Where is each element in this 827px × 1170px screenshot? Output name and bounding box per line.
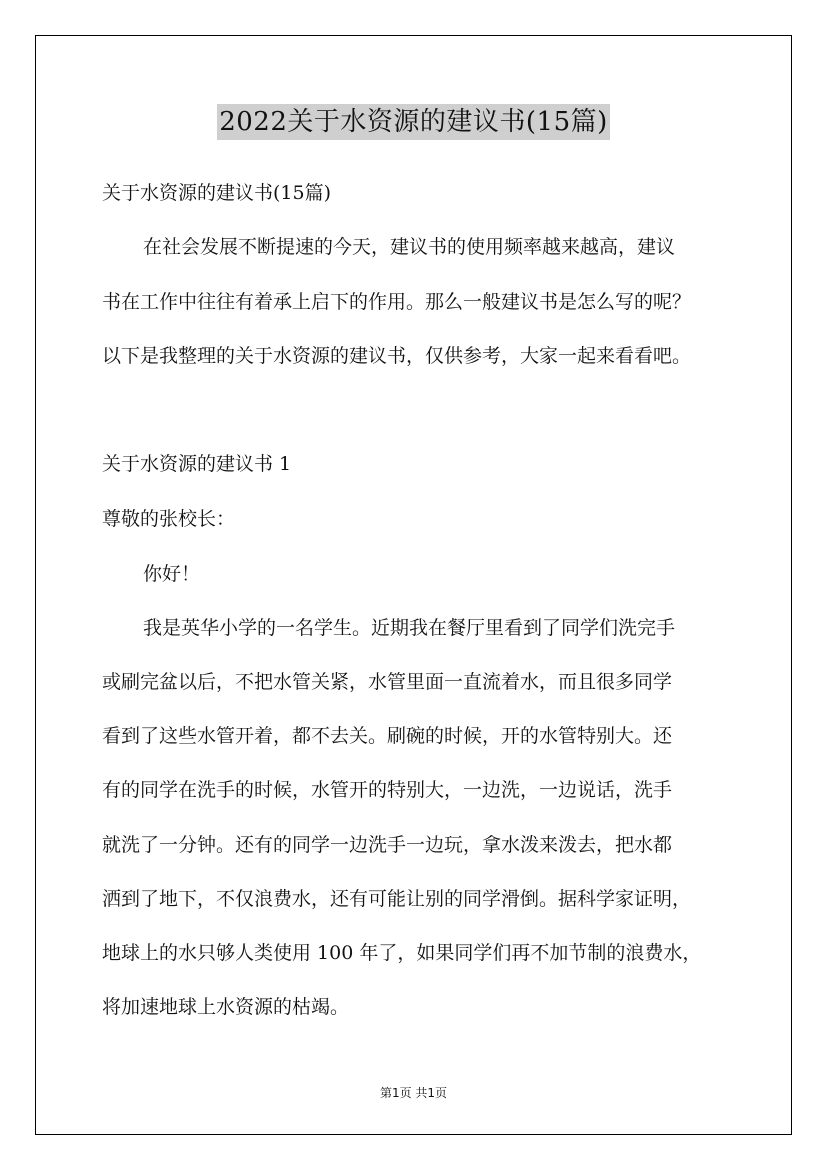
body-line-1: 我是英华小学的一名学生。近期我在餐厅里看到了同学们洗完手: [143, 617, 676, 639]
body-line-6: 洒到了地下，不仅浪费水，还有可能让别的同学滑倒。据科学家证明，: [102, 888, 692, 910]
page-footer: 第1页 共1页: [379, 1086, 448, 1100]
intro-line-2: 书在工作中往往有着承上启下的作用。那么一般建议书是怎么写的呢？: [102, 291, 692, 313]
salutation: 尊敬的张校长：: [102, 508, 236, 530]
body-line-3: 看到了这些水管开着，都不去关。刷碗的时候，开的水管特别大。还: [102, 725, 673, 747]
intro-line-1: 在社会发展不断提速的今天，建议书的使用频率越来越高，建议: [143, 236, 676, 258]
body-line-4: 有的同学在洗手的时候，水管开的特别大，一边洗，一边说话，洗手: [102, 779, 673, 801]
body-line-5: 就洗了一分钟。还有的同学一边洗手一边玩，拿水泼来泼去，把水都: [102, 834, 673, 856]
document-title: 2022关于水资源的建议书(15篇): [217, 104, 610, 140]
subtitle: 关于水资源的建议书(15篇): [102, 182, 332, 204]
greeting: 你好！: [143, 563, 201, 585]
section-heading: 关于水资源的建议书 1: [102, 453, 292, 475]
body-line-2: 或刷完盆以后，不把水管关紧，水管里面一直流着水，而且很多同学: [102, 671, 673, 693]
intro-line-3: 以下是我整理的关于水资源的建议书，仅供参考，大家一起来看看吧。: [102, 345, 692, 367]
body-line-8: 将加速地球上水资源的枯竭。: [102, 996, 350, 1018]
title-container: [0, 104, 827, 140]
body-line-7: 地球上的水只够人类使用 100 年了，如果同学们再不加节制的浪费水，: [102, 942, 702, 964]
